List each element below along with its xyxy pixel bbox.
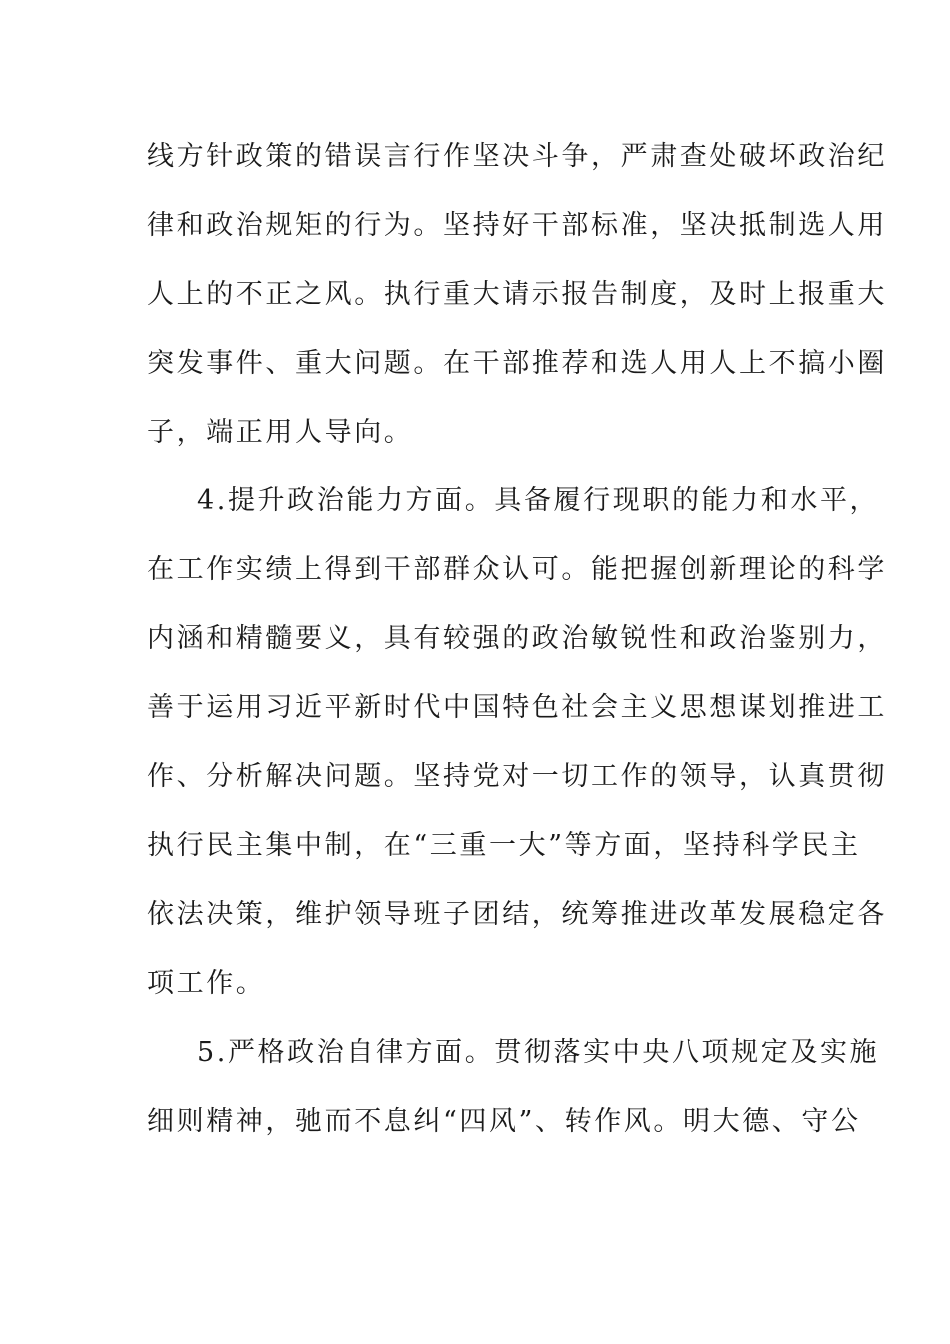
text-line: 律和政治规矩的行为。坚持好干部标准，坚决抵制选人用 xyxy=(147,210,887,241)
text-line: 细则精神，驰而不息纠“四风”、转作风。明大德、守公 xyxy=(147,1106,861,1137)
text-line: 子，端正用人导向。 xyxy=(147,417,414,448)
text-line: 执行民主集中制，在“三重一大”等方面，坚持科学民主 xyxy=(147,830,861,861)
text-line: 作、分析解决问题。坚持党对一切工作的领导，认真贯彻 xyxy=(147,761,887,792)
text-line: 在工作实绩上得到干部群众认可。能把握创新理论的科学 xyxy=(147,554,887,585)
text-line: 线方针政策的错误言行作坚决斗争，严肃查处破坏政治纪 xyxy=(147,141,887,172)
section-heading-5: 5.严格政治自律方面。贯彻落实中央八项规定及实施 xyxy=(197,1037,880,1068)
text-line: 善于运用习近平新时代中国特色社会主义思想谋划推进工 xyxy=(147,692,887,723)
text-line: 内涵和精髓要义，具有较强的政治敏锐性和政治鉴别力， xyxy=(147,623,887,654)
text-line: 人上的不正之风。执行重大请示报告制度，及时上报重大 xyxy=(147,279,887,310)
text-line: 项工作。 xyxy=(147,968,266,999)
text-line: 依法决策，维护领导班子团结，统筹推进改革发展稳定各 xyxy=(147,899,887,930)
text-line: 突发事件、重大问题。在干部推荐和选人用人上不搞小圈 xyxy=(147,348,887,379)
section-heading-4: 4.提升政治能力方面。具备履行现职的能力和水平， xyxy=(197,485,880,516)
